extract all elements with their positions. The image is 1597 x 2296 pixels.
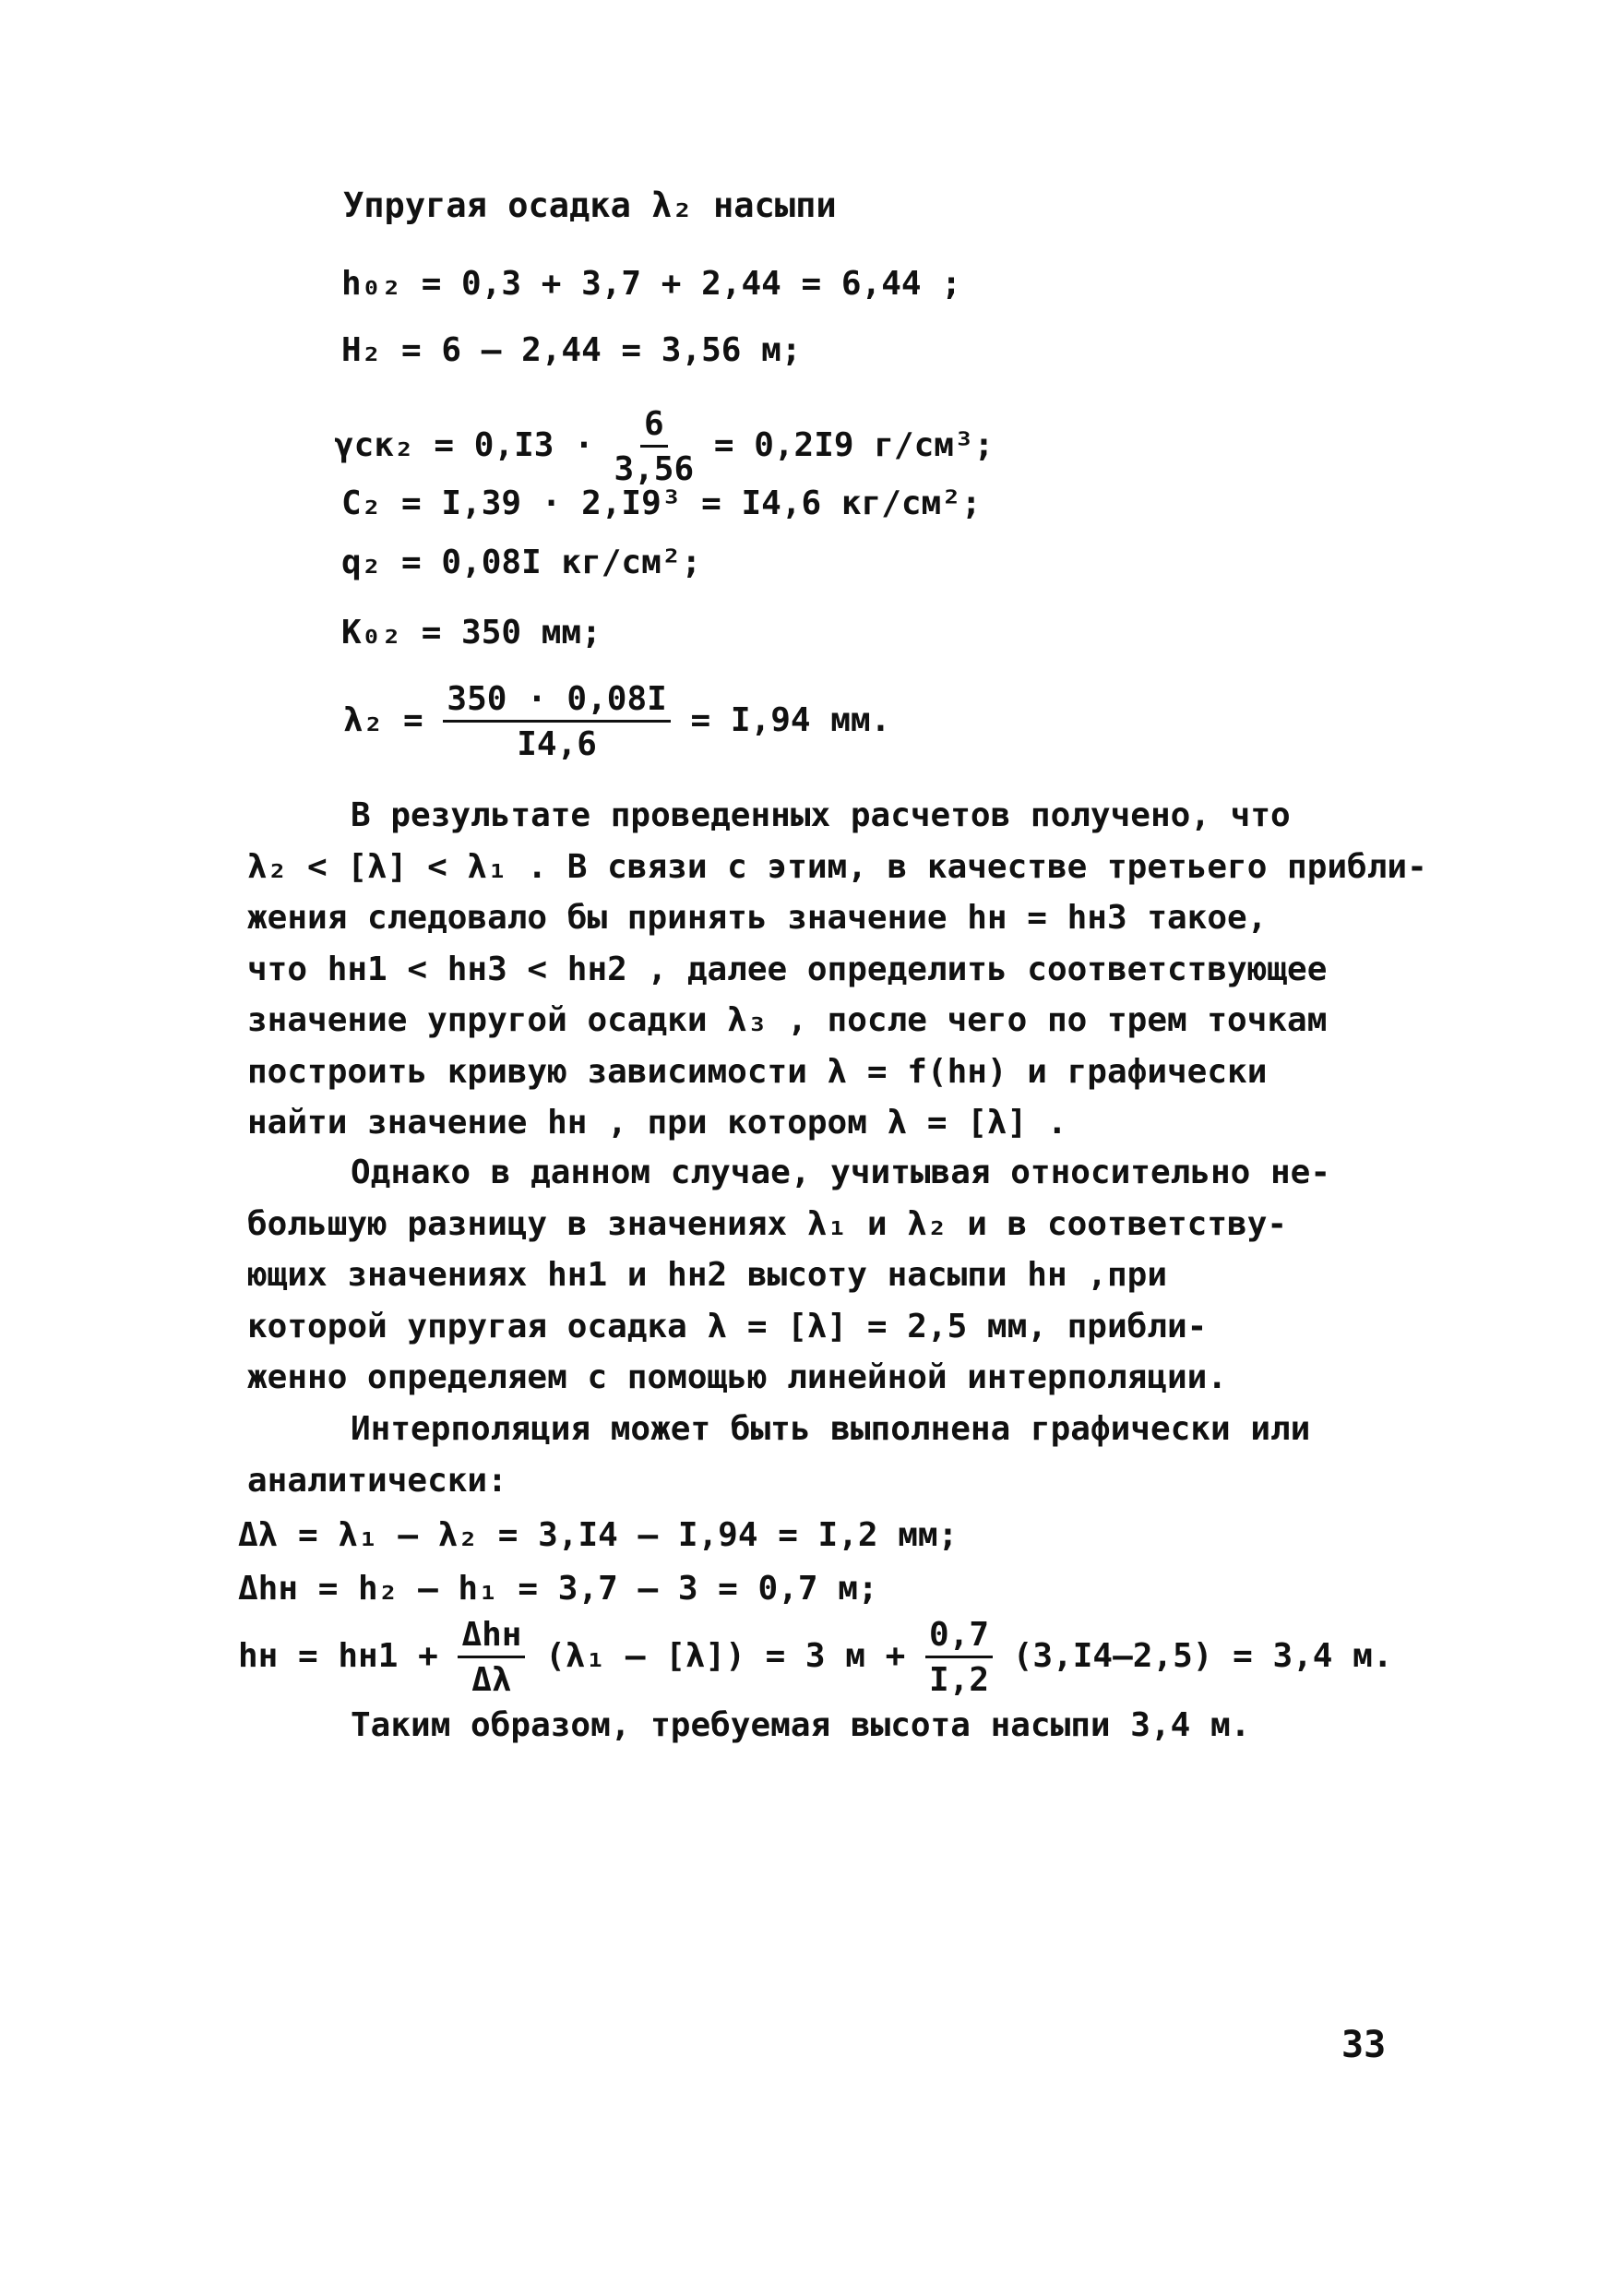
gamma-rhs: = 0,2I9 г/см³; [713, 426, 995, 465]
paragraph-line: женно определяем с помощью линейной интерполяции. [247, 1358, 1228, 1396]
paragraph-line: аналитически: [247, 1461, 507, 1500]
paragraph-method [247, 1404, 1437, 1506]
page-number: 33 [1341, 2024, 1387, 2066]
paragraph-interpolation-intro [247, 1147, 1437, 1404]
paragraph-results [247, 790, 1437, 1149]
paragraph-line: построить кривую зависимости λ = f(hн) и графически [247, 1052, 1268, 1091]
formula-C2: C₂ = I,39 · 2,I9³ = I4,6 кг/см²; [341, 484, 982, 522]
hn-fraction-2 [925, 1617, 993, 1698]
formula-delta-h: Δhн = h₂ – h₁ = 3,7 – 3 = 0,7 м; [238, 1570, 878, 1608]
lambda2-numerator: 350 · 0,08I [443, 681, 670, 723]
lambda2-denominator: I4,6 [517, 724, 597, 763]
section-heading: Упругая осадка λ₂ насыпи [343, 185, 837, 225]
paragraph-line: что hн1 < hн3 < hн2 , далее определить соответствующее [247, 950, 1328, 988]
paragraph-line: значение упругой осадки λ₃ , после чего по трем точкам [247, 1001, 1328, 1039]
hn-fraction-1 [458, 1617, 525, 1698]
formula-q2: q₂ = 0,08I кг/см²; [341, 544, 702, 581]
gamma-denominator: 3,56 [614, 449, 695, 488]
gamma-numerator: 6 [640, 406, 668, 448]
formula-delta-lambda: Δλ = λ₁ – λ₂ = 3,I4 – I,94 = I,2 мм; [238, 1516, 959, 1554]
paragraph-line: большую разницу в значениях λ₁ и λ₂ и в соответству- [247, 1204, 1288, 1243]
hn-lhs: hн = hн1 + [238, 1637, 438, 1676]
formula-hn [238, 1617, 1393, 1698]
conclusion-text: Таким образом, требуемая высота насыпи 3,4 м. [351, 1706, 1251, 1744]
paragraph-line: λ₂ < [λ] < λ₁ . В связи с этим, в качестве третьего прибли- [247, 847, 1427, 886]
lambda2-rhs: = I,94 мм. [690, 701, 891, 740]
hn-mid: (λ₁ – [λ]) = 3 м + [545, 1637, 906, 1676]
formula-h02: h₀₂ = 0,3 + 3,7 + 2,44 = 6,44 ; [341, 265, 961, 303]
formula-lambda2 [343, 681, 890, 762]
paragraph-line: Интерполяция может быть выполнена графически или [351, 1410, 1311, 1448]
gamma-fraction [614, 406, 694, 487]
formula-gamma [334, 406, 994, 487]
formula-K02: K₀₂ = 350 мм; [341, 614, 602, 652]
paragraph-line: ющих значениях hн1 и hн2 высоту насыпи hн ,при [247, 1256, 1167, 1294]
paragraph-line: жения следовало бы принять значение hн = hн3 такое, [247, 899, 1268, 937]
lambda2-lhs: λ₂ = [343, 701, 423, 740]
paragraph-line: найти значение hн , при котором λ = [λ] . [247, 1104, 1067, 1142]
hn-fraction-1-numerator: Δhн [458, 1617, 525, 1658]
hn-fraction-2-denominator: I,2 [928, 1660, 990, 1699]
hn-rhs: (3,I4–2,5) = 3,4 м. [1012, 1637, 1393, 1676]
gamma-lhs: γск₂ = 0,I3 · [334, 426, 594, 465]
hn-fraction-1-denominator: Δλ [471, 1660, 512, 1699]
paragraph-line: В результате проведенных расчетов получено, что [351, 796, 1291, 834]
paragraph-line: которой упругая осадка λ = [λ] = 2,5 мм, прибли- [247, 1307, 1208, 1345]
formula-H2: H₂ = 6 – 2,44 = 3,56 м; [341, 331, 802, 369]
hn-fraction-2-numerator: 0,7 [925, 1617, 993, 1658]
paragraph-line: Однако в данном случае, учитывая относительно не- [351, 1154, 1331, 1191]
lambda2-fraction [443, 681, 670, 762]
